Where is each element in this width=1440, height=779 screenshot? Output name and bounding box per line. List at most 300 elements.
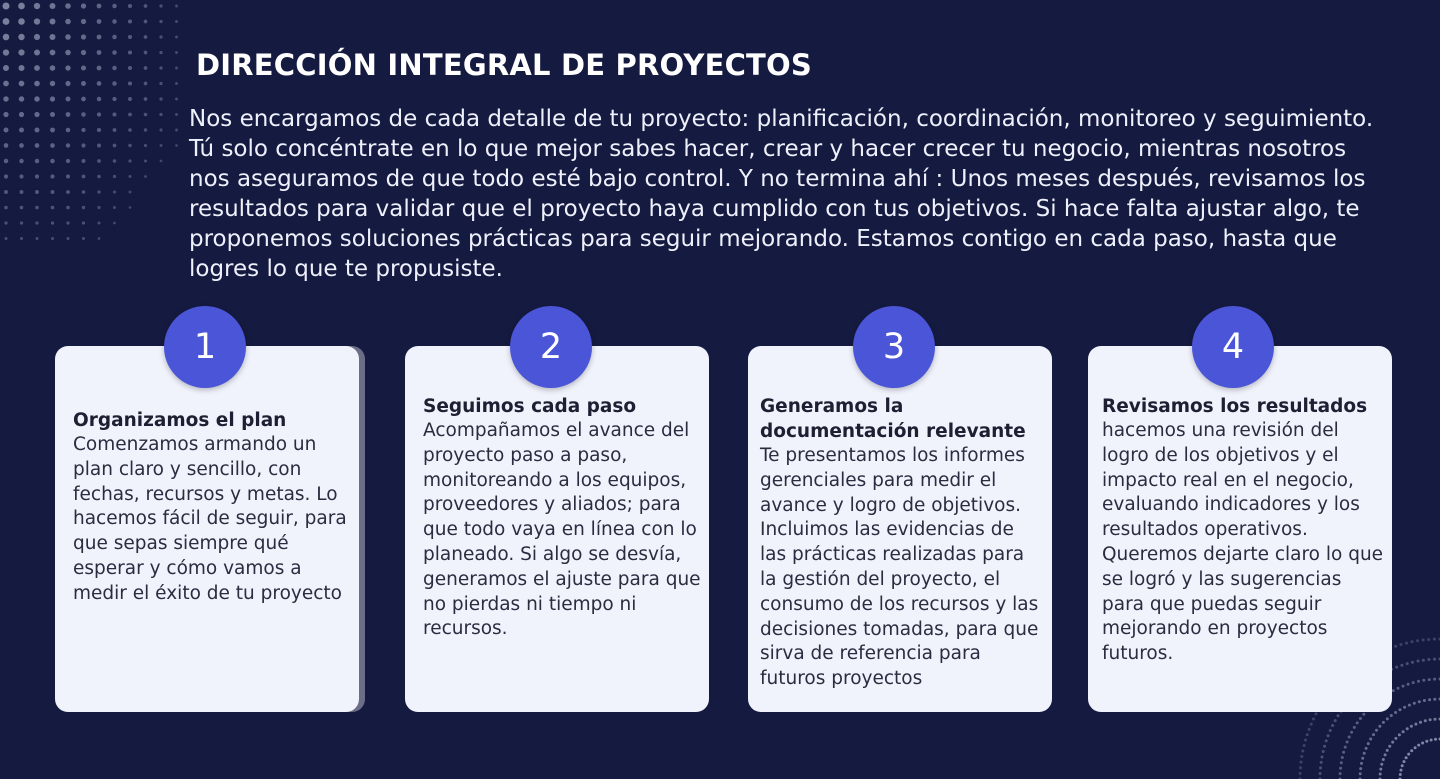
decorative-dot (50, 19, 56, 25)
step-title: Seguimos cada paso (423, 396, 637, 417)
decorative-dot (97, 97, 101, 101)
decorative-dot (35, 143, 40, 148)
decorative-dot (1320, 761, 1323, 764)
decorative-dot (144, 4, 148, 8)
decorative-dot (81, 81, 86, 86)
decorative-dot (1342, 751, 1345, 754)
decorative-dot (4, 143, 9, 148)
decorative-dot (4, 206, 8, 210)
decorative-dot-pattern-top-left (0, 0, 190, 250)
decorative-dot (159, 82, 162, 85)
decorative-dot (1346, 741, 1349, 744)
decorative-dot (66, 159, 70, 163)
decorative-dot (1421, 742, 1424, 745)
decorative-dot (1416, 639, 1419, 642)
decorative-dot (1356, 721, 1359, 724)
decorative-dot (1417, 680, 1420, 683)
step-title: Organizamos el plan (73, 410, 287, 431)
decorative-dot (20, 190, 24, 194)
decorative-dot (50, 128, 55, 133)
decorative-dot (1406, 662, 1409, 665)
decorative-dot (159, 66, 162, 69)
decorative-dot (3, 49, 9, 55)
decorative-dot (1365, 747, 1368, 750)
decorative-dot (51, 237, 54, 240)
decorative-dot (50, 159, 54, 163)
decorative-dot (97, 4, 102, 9)
decorative-dot (1322, 750, 1325, 753)
decorative-dot (81, 50, 86, 55)
decorative-dot (1375, 729, 1378, 732)
decorative-dot (19, 159, 23, 163)
decorative-dot (128, 175, 131, 178)
decorative-dot (66, 143, 70, 147)
decorative-dot (112, 19, 116, 23)
decorative-dot (4, 237, 7, 240)
decorative-dot (1395, 666, 1398, 669)
decorative-dot (51, 221, 54, 224)
decorative-dot (1419, 721, 1422, 724)
decorative-dot (1331, 724, 1334, 727)
decorative-dot (1413, 702, 1416, 705)
decorative-dot (1433, 638, 1436, 641)
decorative-dot (1363, 752, 1366, 755)
decorative-dot (1386, 749, 1389, 752)
decorative-dot (50, 96, 55, 101)
decorative-dot (50, 81, 55, 86)
decorative-dot (1340, 761, 1343, 764)
decorative-dot (128, 97, 132, 101)
decorative-dot (1398, 733, 1401, 736)
decorative-dot (113, 190, 116, 193)
decorative-dot (1323, 745, 1326, 748)
decorative-dot (34, 96, 39, 101)
decorative-dot (1417, 660, 1420, 663)
decorative-dot (1299, 772, 1302, 775)
decorative-dot (65, 19, 71, 25)
decorative-dot (1399, 773, 1402, 776)
decorative-dot (34, 3, 40, 9)
decorative-dot (113, 175, 116, 178)
decorative-dot (1405, 642, 1408, 645)
decorative-dot (1434, 738, 1437, 741)
decorative-dot (66, 221, 69, 224)
decorative-dot (1407, 753, 1410, 756)
decorative-dot (1300, 761, 1303, 764)
decorative-dot (1384, 753, 1387, 756)
decorative-dot (1414, 746, 1417, 749)
decorative-dot (1329, 729, 1332, 732)
decorative-dot (1433, 678, 1436, 681)
decorative-dot (82, 159, 86, 163)
decorative-dot (1428, 678, 1431, 681)
decorative-dot (66, 206, 70, 210)
decorative-dot (4, 221, 7, 224)
decorative-dot (160, 160, 163, 163)
decorative-dot (97, 128, 101, 132)
decorative-dot (112, 35, 116, 39)
decorative-dot (1388, 745, 1391, 748)
decorative-dot (1339, 767, 1342, 770)
decorative-dot (175, 113, 178, 116)
decorative-dot (144, 113, 148, 117)
decorative-dot (1319, 772, 1322, 775)
decorative-dot (20, 206, 24, 210)
decorative-dot (144, 97, 148, 101)
decorative-dot (1334, 719, 1337, 722)
decorative-dot (1434, 718, 1437, 721)
decorative-dot (97, 66, 102, 71)
decorative-dot (112, 66, 116, 70)
decorative-dot (1337, 714, 1340, 717)
decorative-dot (1428, 698, 1431, 701)
decorative-dot (98, 222, 101, 225)
decorative-dot (97, 112, 101, 116)
decorative-dot (34, 65, 40, 71)
decorative-dot (3, 81, 9, 87)
decorative-dot (113, 128, 117, 132)
decorative-dot (1380, 763, 1383, 766)
decorative-dot (19, 81, 25, 87)
decorative-dot (19, 143, 24, 148)
decorative-dot (66, 174, 70, 178)
decorative-dot (20, 237, 23, 240)
decorative-dot (1350, 731, 1353, 734)
decorative-dot (82, 175, 86, 179)
decorative-dot (1391, 741, 1394, 744)
decorative-dot (1425, 740, 1428, 743)
decorative-dot (1344, 746, 1347, 749)
decorative-dot (97, 81, 102, 86)
decorative-dot (1382, 721, 1385, 724)
step-card-3 (748, 346, 1052, 712)
decorative-dot (144, 128, 147, 131)
decorative-dot (1397, 687, 1400, 690)
decorative-dot (144, 175, 147, 178)
decorative-dot (112, 81, 116, 85)
decorative-dot (144, 160, 147, 163)
decorative-dot (1359, 767, 1362, 770)
decorative-dot (97, 19, 102, 24)
decorative-dot (175, 5, 178, 8)
decorative-dot (112, 97, 116, 101)
decorative-dot (65, 81, 70, 86)
decorative-dot (97, 50, 102, 55)
decorative-dot (128, 159, 131, 162)
decorative-dot (1359, 717, 1362, 720)
decorative-dot (35, 174, 39, 178)
step-description: hacemos una revisión del logro de los objetivos y el impacto real en el negocio, evaluando indicadores y los resultados operativos. Queremos dejarte claro lo que se logró y las sugerencias para que puedas seguir mejorando en proyectos futuros. (1102, 420, 1384, 665)
decorative-dot (129, 191, 132, 194)
decorative-dot (18, 65, 24, 71)
decorative-dot (19, 96, 24, 101)
decorative-dot (128, 113, 132, 117)
step-description: Acompañamos el avance del proyecto paso a paso, monitoreando a los equipos, proveedores y aliados; para que todo vaya en línea con lo planeado. Si algo se desvía, generamos el ajuste para que no pierdas ni tiempo ni recursos. (423, 420, 701, 640)
decorative-dot (1408, 704, 1411, 707)
decorative-dot (1401, 764, 1404, 767)
step-card-4 (1088, 346, 1392, 712)
decorative-dot (18, 49, 24, 55)
decorative-dot (1400, 664, 1403, 667)
decorative-dot (3, 18, 10, 25)
decorative-dot (1361, 757, 1364, 760)
decorative-dot (144, 35, 148, 39)
decorative-dot (1394, 737, 1397, 740)
decorative-dot (128, 35, 132, 39)
decorative-dot (97, 35, 102, 40)
decorative-dot (113, 222, 116, 225)
decorative-dot (128, 4, 132, 8)
decorative-dot (35, 221, 38, 224)
decorative-dot (3, 112, 8, 117)
decorative-dot (175, 98, 178, 101)
decorative-dot (66, 112, 71, 117)
decorative-dot (34, 18, 40, 24)
decorative-dot (1390, 714, 1393, 717)
decorative-dot (128, 19, 132, 23)
decorative-dot (97, 190, 100, 193)
decorative-dot (65, 3, 71, 9)
intro-paragraph: Nos encargamos de cada detalle de tu proyecto: planificación, coordinación, monitoreo y seguimiento. Tú solo concéntrate en lo que mejor sabes hacer, crear y hacer crecer tu negocio, mientras nosotros nos aseguramos de que todo esté bajo control. Y no termina ahí : Unos meses después, revisamos los resultados para validar que el proyecto haya cumplido con tus objetivos. Si hace falta ajustar algo, te proponemos soluciones prácticas para seguir mejorando. Estamos contigo en cada paso, hasta que logres lo que te propusiste. (189, 106, 1374, 282)
decorative-dot (159, 35, 162, 38)
decorative-dot (97, 159, 101, 163)
decorative-dot (20, 221, 23, 224)
decorative-dot (50, 34, 56, 40)
decorative-dot (113, 206, 116, 209)
decorative-dot (112, 112, 116, 116)
decorative-dot (66, 97, 71, 102)
decorative-dot (1423, 699, 1426, 702)
decorative-dot (1410, 725, 1413, 728)
decorative-dot (1433, 658, 1436, 661)
decorative-dot (19, 128, 24, 133)
decorative-dot (19, 112, 24, 117)
decorative-dot (1403, 760, 1406, 763)
decorative-dot (1341, 756, 1344, 759)
decorative-dot (129, 206, 132, 209)
decorative-dot (65, 65, 70, 70)
decorative-dot (4, 174, 8, 178)
decorative-dot (1319, 766, 1322, 769)
decorative-dot (1402, 730, 1405, 733)
decorative-dot (97, 206, 100, 209)
decorative-dot (1301, 750, 1304, 753)
decorative-dot (65, 34, 71, 40)
decorative-dot (175, 129, 178, 132)
decorative-dot (18, 18, 25, 25)
decorative-dot (1427, 638, 1430, 641)
decorative-dot (1405, 756, 1408, 759)
step-description: Comenzamos armando un plan claro y sencillo, con fechas, recursos y metas. Lo hacemos fácil de seguir, para que sepas siempre qué esperar y cómo vamos a medir el éxito de tu proyecto (73, 434, 347, 604)
decorative-dot (82, 221, 85, 224)
decorative-dot (1303, 744, 1306, 747)
decorative-dot (1382, 758, 1385, 761)
decorative-dot (128, 66, 132, 70)
decorative-dot (1315, 712, 1318, 715)
decorative-dot (112, 4, 116, 8)
decorative-dot (35, 128, 40, 133)
decorative-dot (1422, 679, 1425, 682)
decorative-dot (81, 112, 86, 117)
decorative-dot (4, 159, 8, 163)
decorative-dot (175, 51, 178, 54)
decorative-dot (1402, 685, 1405, 688)
decorative-dot (66, 237, 69, 240)
decorative-dot (128, 50, 132, 54)
decorative-dot (159, 20, 162, 23)
decorative-dot (1400, 643, 1403, 646)
decorative-dot (1394, 711, 1397, 714)
step-title: Revisamos los resultados (1102, 396, 1368, 417)
decorative-dot (81, 143, 85, 147)
decorative-dot (1422, 659, 1425, 662)
decorative-dot (159, 97, 162, 100)
step-card-1 (55, 346, 359, 712)
decorative-dot (144, 82, 148, 86)
decorative-dot (51, 190, 55, 194)
decorative-dot (128, 81, 132, 85)
decorative-dot (66, 190, 70, 194)
decorative-dot (50, 112, 55, 117)
decorative-dot (1403, 706, 1406, 709)
decorative-dot (1310, 723, 1313, 726)
decorative-dot (1327, 734, 1330, 737)
decorative-dot (113, 144, 117, 148)
decorative-dot (175, 36, 178, 39)
decorative-dot (1407, 683, 1410, 686)
decorative-dot (81, 34, 86, 39)
decorative-dot (81, 3, 86, 8)
decorative-dot (1386, 717, 1389, 720)
decorative-dot (1418, 700, 1421, 703)
decorative-dot (1422, 639, 1425, 642)
decorative-dot (1427, 658, 1430, 661)
decorative-dot (2, 2, 9, 9)
decorative-dot (112, 50, 116, 54)
decorative-dot (34, 34, 40, 40)
decorative-dot (175, 67, 178, 70)
decorative-dot (82, 190, 86, 194)
decorative-dot (82, 237, 85, 240)
step-title: Generamos la documentación relevante (760, 396, 1026, 442)
decorative-dot (98, 237, 101, 240)
decorative-dot (144, 66, 148, 70)
decorative-dot (1339, 772, 1342, 775)
decorative-dot (81, 19, 86, 24)
decorative-dot (1400, 769, 1403, 772)
page-title: DIRECCIÓN INTEGRAL DE PROYECTOS (196, 48, 812, 82)
decorative-dot (159, 128, 162, 131)
decorative-dot (159, 4, 162, 7)
decorative-dot (4, 128, 9, 133)
decorative-dot (1367, 742, 1370, 745)
decorative-dot (1362, 713, 1365, 716)
decorative-dot (160, 144, 163, 147)
decorative-dot (113, 159, 117, 163)
decorative-dot (1411, 640, 1414, 643)
decorative-dot (66, 128, 71, 133)
decorative-dot (1412, 681, 1415, 684)
decorative-dot (81, 65, 86, 70)
decorative-dot (1369, 738, 1372, 741)
decorative-dot (1379, 768, 1382, 771)
decorative-dot (1312, 718, 1315, 721)
decorative-dot (1414, 723, 1417, 726)
decorative-dot (1394, 645, 1397, 648)
decorative-dot (3, 96, 8, 101)
decorative-dot (1348, 736, 1351, 739)
step-number-badge-3: 3 (853, 306, 935, 388)
decorative-dot (1360, 762, 1363, 765)
step-number-badge-2: 2 (510, 306, 592, 388)
decorative-dot (50, 174, 54, 178)
decorative-dot (1372, 733, 1375, 736)
decorative-dot (1379, 773, 1382, 776)
decorative-dot (65, 50, 71, 56)
step-number-badge-4: 4 (1192, 306, 1274, 388)
decorative-dot (1399, 708, 1402, 711)
decorative-dot (81, 128, 85, 132)
decorative-dot (35, 159, 39, 163)
decorative-dot (1306, 733, 1309, 736)
decorative-dot (34, 50, 40, 56)
decorative-dot (159, 113, 162, 116)
decorative-dot (1433, 698, 1436, 701)
decorative-dot (1321, 756, 1324, 759)
decorative-dot (18, 3, 25, 10)
decorative-dot (97, 144, 101, 148)
decorative-dot (1392, 689, 1395, 692)
decorative-dot (1353, 726, 1356, 729)
decorative-dot (35, 237, 38, 240)
decorative-dot (1359, 772, 1362, 775)
decorative-dot (128, 144, 131, 147)
decorative-dot (82, 206, 85, 209)
decorative-dot (34, 112, 39, 117)
decorative-dot (175, 82, 178, 85)
decorative-dot (50, 143, 55, 148)
decorative-dot (50, 65, 56, 71)
decorative-dot (3, 65, 9, 71)
decorative-dot (128, 128, 132, 132)
decorative-dot (1430, 739, 1433, 742)
decorative-dot (1304, 739, 1307, 742)
decorative-dot (175, 20, 178, 23)
decorative-dot (144, 20, 148, 24)
decorative-dot (51, 206, 55, 210)
decorative-dot (35, 206, 39, 210)
decorative-dot (97, 175, 101, 179)
decorative-dot (34, 81, 40, 87)
decorative-dot (4, 190, 8, 194)
step-number-badge-1: 1 (164, 306, 246, 388)
decorative-dot (1410, 749, 1413, 752)
decorative-dot (81, 97, 86, 102)
step-card-2 (405, 346, 709, 712)
decorative-dot (1429, 718, 1432, 721)
decorative-dot (159, 51, 162, 54)
decorative-dot (144, 144, 147, 147)
decorative-dot (1299, 766, 1302, 769)
decorative-dot (1300, 755, 1303, 758)
decorative-dot (18, 34, 24, 40)
decorative-dot (1378, 725, 1381, 728)
decorative-dot (3, 34, 10, 41)
decorative-dot (50, 3, 56, 9)
decorative-dot (1424, 719, 1427, 722)
decorative-dot (1406, 727, 1409, 730)
decorative-dot (1411, 661, 1414, 664)
